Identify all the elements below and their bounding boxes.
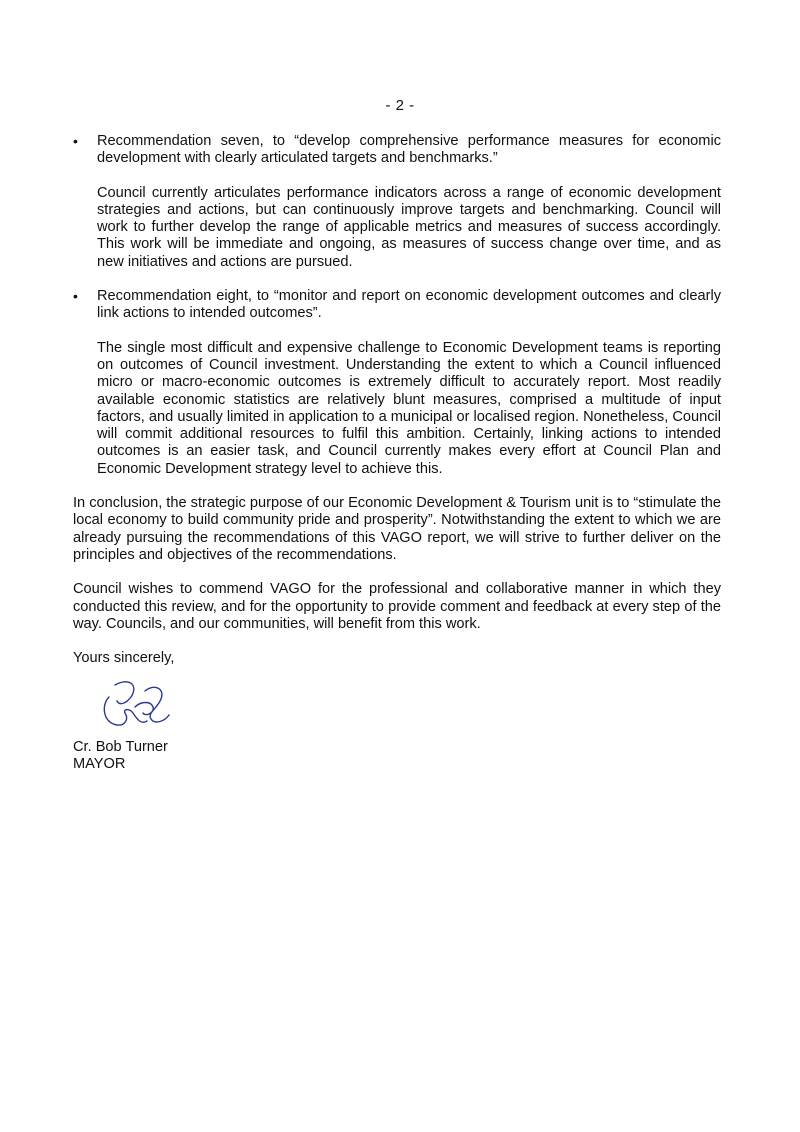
recommendation-eight-intro: Recommendation eight, to “monitor and report on economic development outcomes and clearly link actions to intended outcomes”. [97, 288, 721, 322]
letter-body [73, 133, 721, 773]
page-number: - 2 - [385, 97, 415, 114]
recommendation-eight-response: The single most difficult and expensive challenge to Economic Development teams is reporting on outcomes of Council investment. Understanding the extent to which a Council influenced micro or macro-economic outcomes is extremely difficult to accurately report. Most readily available economic statistics are relatively blunt measures, comprised a multitude of input factors, and usually limited in application to a municipal or localised region. Nonetheless, Council will commit additional resources to fulfil this ambition. Certainly, linking actions to intended outcomes is an easier task, and Council currently makes every effort at Council Plan and Economic Development strategy level to achieve this. [97, 339, 721, 477]
signature-image [95, 675, 175, 731]
bullet-icon: • [73, 133, 78, 149]
conclusion-paragraph: In conclusion, the strategic purpose of our Economic Development & Tourism unit is to “stimulate the local economy to build community pride and prosperity”. Notwithstanding the extent to which we are already pursuing the recommendations of this VAGO report, we will strive to further deliver on the principles and objectives of the recommendations. [73, 495, 721, 563]
signatory-title: MAYOR [73, 756, 126, 773]
recommendation-seven-response: Council currently articulates performance indicators across a range of economic development strategies and actions, but can continuously improve targets and benchmarking. Council will work to further develop the range of applicable metrics and measures of success accordingly. This work will be immediate and ongoing, as measures of success change over time, and as new initiatives and actions are pursued. [97, 184, 721, 270]
commendation-paragraph: Council wishes to commend VAGO for the professional and collaborative manner in which they conducted this review, and for the opportunity to provide comment and feedback at every step of the way. Councils, and our communities, will benefit from this work. [73, 581, 721, 632]
signatory-name: Cr. Bob Turner [73, 738, 168, 755]
salutation: Yours sincerely, [73, 650, 175, 667]
recommendation-seven [73, 133, 721, 271]
recommendation-eight [73, 288, 721, 478]
bullet-icon: • [73, 288, 78, 305]
recommendation-seven-intro: Recommendation seven, to “develop comprehensive performance measures for economic development with clearly articulated targets and benchmarks.” [97, 133, 721, 167]
